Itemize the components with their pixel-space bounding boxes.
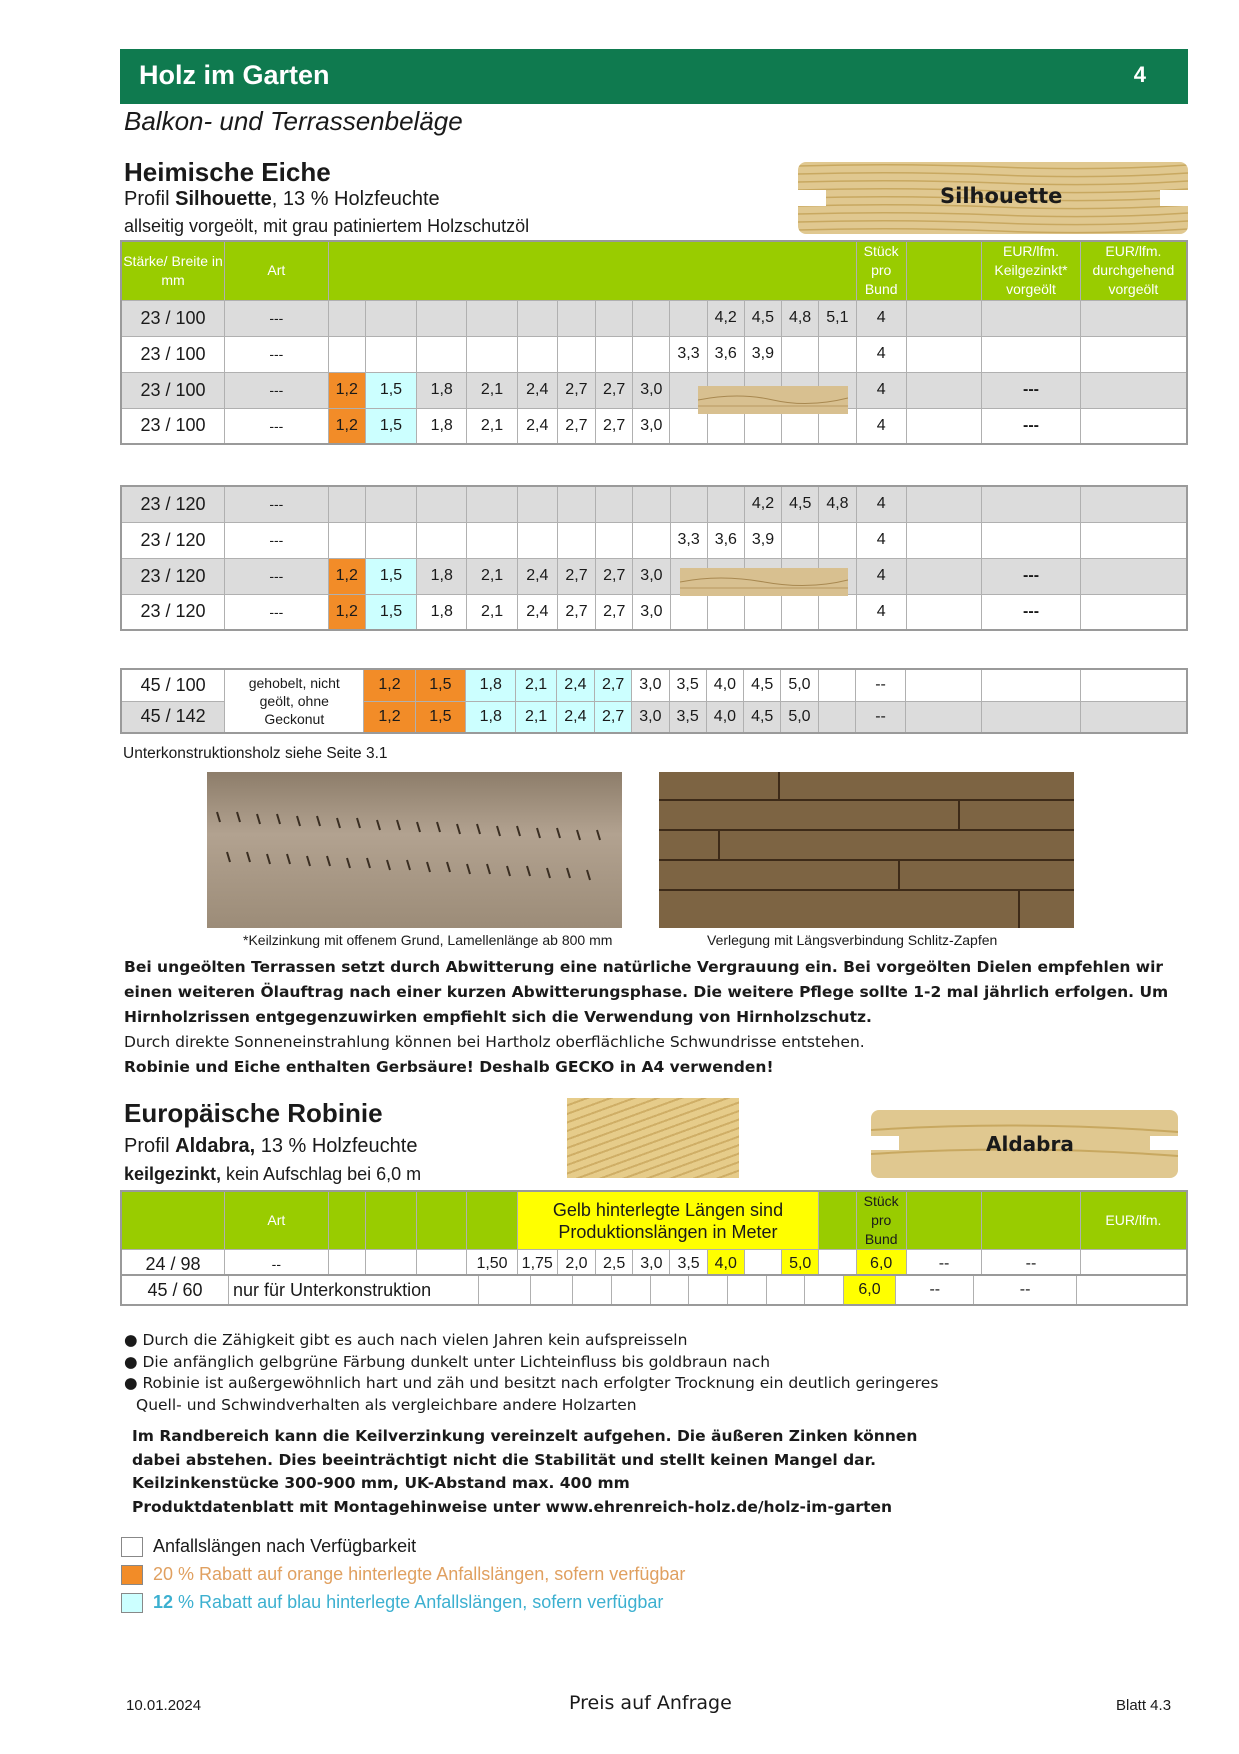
legend-orange-text: 20 % Rabatt auf orange hinterlegte Anfallslängen, sofern verfügbar (153, 1564, 686, 1584)
col-staerke: Stärke/ Breite in mm (121, 241, 225, 300)
unterkonstruktion-note: Unterkonstruktionsholz siehe Seite 3.1 (123, 745, 388, 762)
care-bold-1: Bei ungeölten Terrassen setzt durch Abwitterung eine natürliche Vergrauung ein. Bei vorgeölten Dielen empfehlen wir einen weiteren Ölauftrag nach einer kurzen Abwitterungsphase. Die weitere Pflege sollte 1-2 mal jährlich erfolgen. Um Hirnholzrissen entgegenzuwirken empfiehlt sich die Verwendung von Hirnholzschutz. (124, 958, 1169, 1026)
col-eur-durch: EUR/lfm. durchgehend vorgeölt (1080, 241, 1187, 300)
table-row: 23 / 120 --- 1,2 1,5 1,8 2,1 2,4 2,7 2,7 3,0 4 --- (121, 558, 1187, 594)
table-row: 45 / 142 1,2 1,5 1,8 2,1 2,4 2,7 3,0 3,5 4,0 4,5 5,0 -- (121, 701, 1187, 733)
robinie-table-header (121, 1191, 1187, 1250)
robinie-col-eur: EUR/lfm. (1080, 1191, 1187, 1250)
table-row: 23 / 120 --- 3,3 3,6 3,9 4 (121, 522, 1187, 558)
eiche-group1-rows (121, 300, 1187, 444)
verlegung-photo (659, 772, 1074, 928)
robinie-wood-sample (567, 1098, 739, 1178)
robinie-col-art: Art (225, 1191, 329, 1250)
robinie-bullets (124, 1330, 938, 1416)
legend-box-blue (121, 1593, 143, 1613)
eiche-table-group2 (120, 485, 1188, 631)
eiche-table-group1 (120, 240, 1188, 445)
col-eur-keil: EUR/lfm. Keilgezinkt* vorgeölt (982, 241, 1081, 300)
col-art: Art (225, 241, 329, 300)
silhouette-profile-label: Silhouette (940, 184, 1063, 208)
table-row: 23 / 100 --- 3,3 3,6 3,9 4 (121, 336, 1187, 372)
header-title: Holz im Garten (139, 60, 330, 90)
care-bold-2: Robinie und Eiche enthalten Gerbsäure! Deshalb GECKO in A4 verwenden! (124, 1058, 774, 1076)
bullet-item: Quell- und Schwindverhalten als vergleichbare andere Holzarten (136, 1395, 637, 1414)
bullet-item: ● Durch die Zähigkeit gibt es auch nach vielen Jahren kein aufspreisseln (124, 1331, 688, 1349)
keilzinkung-photo (207, 772, 622, 928)
board-profile-image-100 (698, 386, 848, 414)
robinie-row-24-98: 24 / 98 -- 1,50 1,75 2,0 2,5 3,0 3,5 4,0 5,0 6,0 -- -- (121, 1250, 1187, 1280)
robinie-row-45-60: 45 / 60 nur für Unterkonstruktion 6,0 -- -- (121, 1275, 1187, 1305)
legend-white-text: Anfallslängen nach Verfügbarkeit (153, 1536, 417, 1556)
legend-box-white (121, 1537, 143, 1557)
legend-box-orange (121, 1565, 143, 1585)
eiche-group3-rows (121, 669, 1187, 733)
table-row: 23 / 120 --- 1,2 1,5 1,8 2,1 2,4 2,7 2,7 3,0 4 --- (121, 594, 1187, 630)
robinie-title: Europäische Robinie (124, 1098, 383, 1128)
yellow-lengths-note: Gelb hinterlegte Längen sind Produktionslängen in Meter (517, 1191, 819, 1250)
eiche-line2: allseitig vorgeölt, mit grau patiniertem Holzschutzöl (124, 216, 530, 236)
robinie-line2: keilgezinkt, kein Aufschlag bei 6,0 m (124, 1164, 422, 1184)
col-stueck: Stück pro Bund (856, 241, 906, 300)
robinie-col-stueck: Stück pro Bund (856, 1191, 906, 1250)
legend-blue-text: 12 % Rabatt auf blau hinterlegte Anfallslängen, sofern verfügbar (153, 1592, 664, 1612)
header-bar (120, 49, 1188, 104)
robinie-table-row2 (120, 1274, 1188, 1306)
care-paragraph (124, 955, 1194, 1080)
table-row: 23 / 100 --- 1,2 1,5 1,8 2,1 2,4 2,7 2,7 3,0 4 --- (121, 408, 1187, 444)
caption-verlegung: Verlegung mit Längsverbindung Schlitz-Zapfen (707, 932, 998, 948)
table-row: 23 / 100 --- 4,2 4,5 4,8 5,1 4 (121, 300, 1187, 336)
table-row: 45 / 100 gehobelt, nicht geölt, ohne Geckonut 1,2 1,5 1,8 2,1 2,4 2,7 3,0 3,5 4,0 4,5 5,0 -- (121, 669, 1187, 701)
footer-date: 10.01.2024 (126, 1697, 202, 1714)
bullet-item: ● Die anfänglich gelbgrüne Färbung dunkelt unter Lichteinfluss bis goldbraun nach (124, 1352, 771, 1371)
robinie-notes: Im Randbereich kann die Keilverzinkung vereinzelt aufgehen. Die äußeren Zinken können dabei abstehen. Dies beeinträchtigt nicht die Stabilität und stellt keinen Mangel dar. Keilzinkenstücke 300-900 mm, UK-Abstand max. 400 mm Produktdatenblatt mit Montagehinweise unter www.ehrenreich-holz.de/holz-im-garten (132, 1427, 918, 1516)
table-row: 23 / 120 --- 4,2 4,5 4,8 4 (121, 486, 1187, 522)
eiche-group2-rows (121, 486, 1187, 630)
board-profile-image-120 (680, 568, 848, 596)
footer-center: Preis auf Anfrage (569, 1692, 732, 1714)
eiche-title: Heimische Eiche (124, 157, 331, 187)
care-normal: Durch direkte Sonneneinstrahlung können bei Hartholz oberflächliche Schwundrisse entstehen. (124, 1033, 865, 1051)
table-row: 23 / 100 --- 1,2 1,5 1,8 2,1 2,4 2,7 2,7 3,0 4 --- (121, 372, 1187, 408)
footer-sheet: Blatt 4.3 (1116, 1697, 1172, 1714)
eiche-table-header (121, 241, 1187, 300)
bullet-item: ● Robinie ist außergewöhnlich hart und zäh und besitzt nach erfolgter Trocknung ein deutlich geringeres (124, 1374, 939, 1392)
robinie-profile-line: Profil Aldabra, 13 % Holzfeuchte (124, 1135, 418, 1157)
aldabra-profile-image (871, 1110, 1178, 1178)
aldabra-profile-label: Aldabra (986, 1132, 1074, 1156)
header-page-number: 4 (1133, 62, 1146, 87)
eiche-profile-line: Profil Silhouette, 13 % Holzfeuchte (124, 188, 440, 210)
robinie-table (120, 1190, 1188, 1281)
eiche-table-group3 (120, 668, 1188, 734)
eiche-profile-name: Silhouette (175, 188, 272, 210)
page-subtitle: Balkon- und Terrassenbeläge (124, 106, 463, 136)
silhouette-profile-image (798, 162, 1188, 234)
caption-keilzinkung: *Keilzinkung mit offenem Grund, Lamellenlänge ab 800 mm (243, 932, 613, 948)
